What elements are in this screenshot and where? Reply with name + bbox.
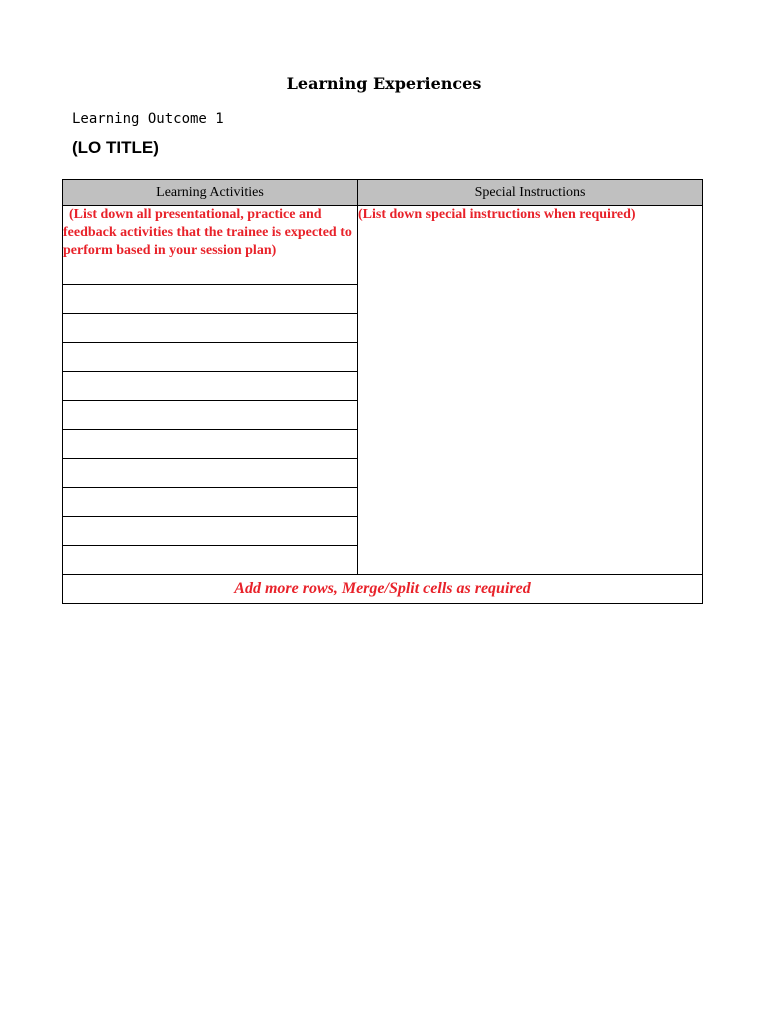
activity-cell[interactable] [63,343,358,372]
activity-cell[interactable] [63,430,358,459]
header-special-instructions: Special Instructions [358,180,703,206]
activity-cell[interactable] [63,546,358,575]
activity-cell[interactable] [63,517,358,546]
footer-note: Add more rows, Merge/Split cells as required [63,575,703,604]
header-learning-activities: Learning Activities [63,180,358,206]
learning-outcome-label: Learning Outcome 1 [72,111,224,127]
activity-cell[interactable] [63,372,358,401]
lo-title: (LO TITLE) [72,138,159,157]
activities-instruction-cell[interactable]: (List down all presentational, practice and feedback activities that the trainee is expected to perform based in your session plan) [63,206,358,285]
special-instructions-cell[interactable]: (List down special instructions when required) [358,206,703,575]
learning-experiences-table [62,179,703,604]
document-title: Learning Experiences [286,74,482,93]
table-header-row [63,180,703,206]
activity-cell[interactable] [63,459,358,488]
activity-cell[interactable] [63,314,358,343]
activity-cell[interactable] [63,488,358,517]
instruction-row [63,206,703,285]
activity-cell[interactable] [63,285,358,314]
footer-row [63,575,703,604]
activity-cell[interactable] [63,401,358,430]
